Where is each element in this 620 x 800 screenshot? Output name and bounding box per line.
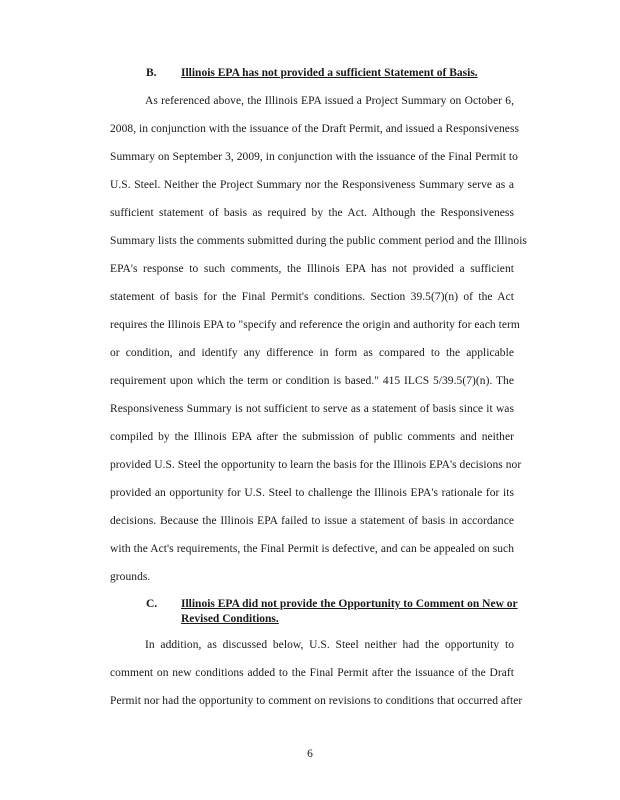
body-line: As referenced above, the Illinois EPA issued a Project Summary on October 6,: [145, 95, 514, 107]
body-line: Summary lists the comments submitted during the public comment period and the Illinois: [110, 235, 527, 247]
body-line: In addition, as discussed below, U.S. Steel neither had the opportunity to: [145, 639, 514, 651]
section-c-letter: C.: [146, 598, 158, 610]
body-line: statement of basis for the Final Permit's conditions. Section 39.5(7)(n) of the Act: [110, 291, 514, 303]
body-line: EPA's response to such comments, the Illinois EPA has not provided a sufficient: [110, 263, 514, 275]
body-line: 2008, in conjunction with the issuance of the Draft Permit, and issued a Responsiveness: [110, 123, 520, 135]
body-line: decisions. Because the Illinois EPA failed to issue a statement of basis in accordance: [110, 515, 514, 527]
body-line: requires the Illinois EPA to "specify and reference the origin and authority for each term: [110, 319, 520, 331]
page-number: 6: [307, 748, 313, 760]
body-line: Permit nor had the opportunity to comment on revisions to conditions that occurred after: [110, 695, 523, 707]
body-line: compiled by the Illinois EPA after the submission of public comments and neither: [110, 431, 514, 443]
body-line: with the Act's requirements, the Final Permit is defective, and can be appealed on such: [110, 543, 514, 555]
section-b-title: Illinois EPA has not provided a sufficient Statement of Basis.: [181, 67, 478, 79]
section-c-title-line2: Revised Conditions.: [181, 613, 279, 625]
body-line: grounds.: [110, 571, 151, 583]
body-line: provided U.S. Steel the opportunity to learn the basis for the Illinois EPA's decisions nor: [110, 459, 522, 471]
section-c-title-line1: Illinois EPA did not provide the Opportunity to Comment on New or: [181, 598, 518, 610]
body-line: requirement upon which the term or condition is based." 415 ILCS 5/39.5(7)(n). The: [110, 375, 514, 387]
section-b-letter: B.: [146, 67, 157, 79]
body-line: provided an opportunity for U.S. Steel to challenge the Illinois EPA's rationale for its: [110, 487, 514, 499]
body-line: or condition, and identify any difference in form as compared to the applicable: [110, 347, 514, 359]
body-line: Summary on September 3, 2009, in conjunction with the issuance of the Final Permit to: [110, 151, 518, 163]
body-line: sufficient statement of basis as required by the Act. Although the Responsiveness: [110, 207, 514, 219]
body-line: Responsiveness Summary is not sufficient to serve as a statement of basis since it was: [110, 403, 514, 415]
body-line: U.S. Steel. Neither the Project Summary nor the Responsiveness Summary serve as a: [110, 179, 514, 191]
body-line: comment on new conditions added to the Final Permit after the issuance of the Draft: [110, 667, 514, 679]
